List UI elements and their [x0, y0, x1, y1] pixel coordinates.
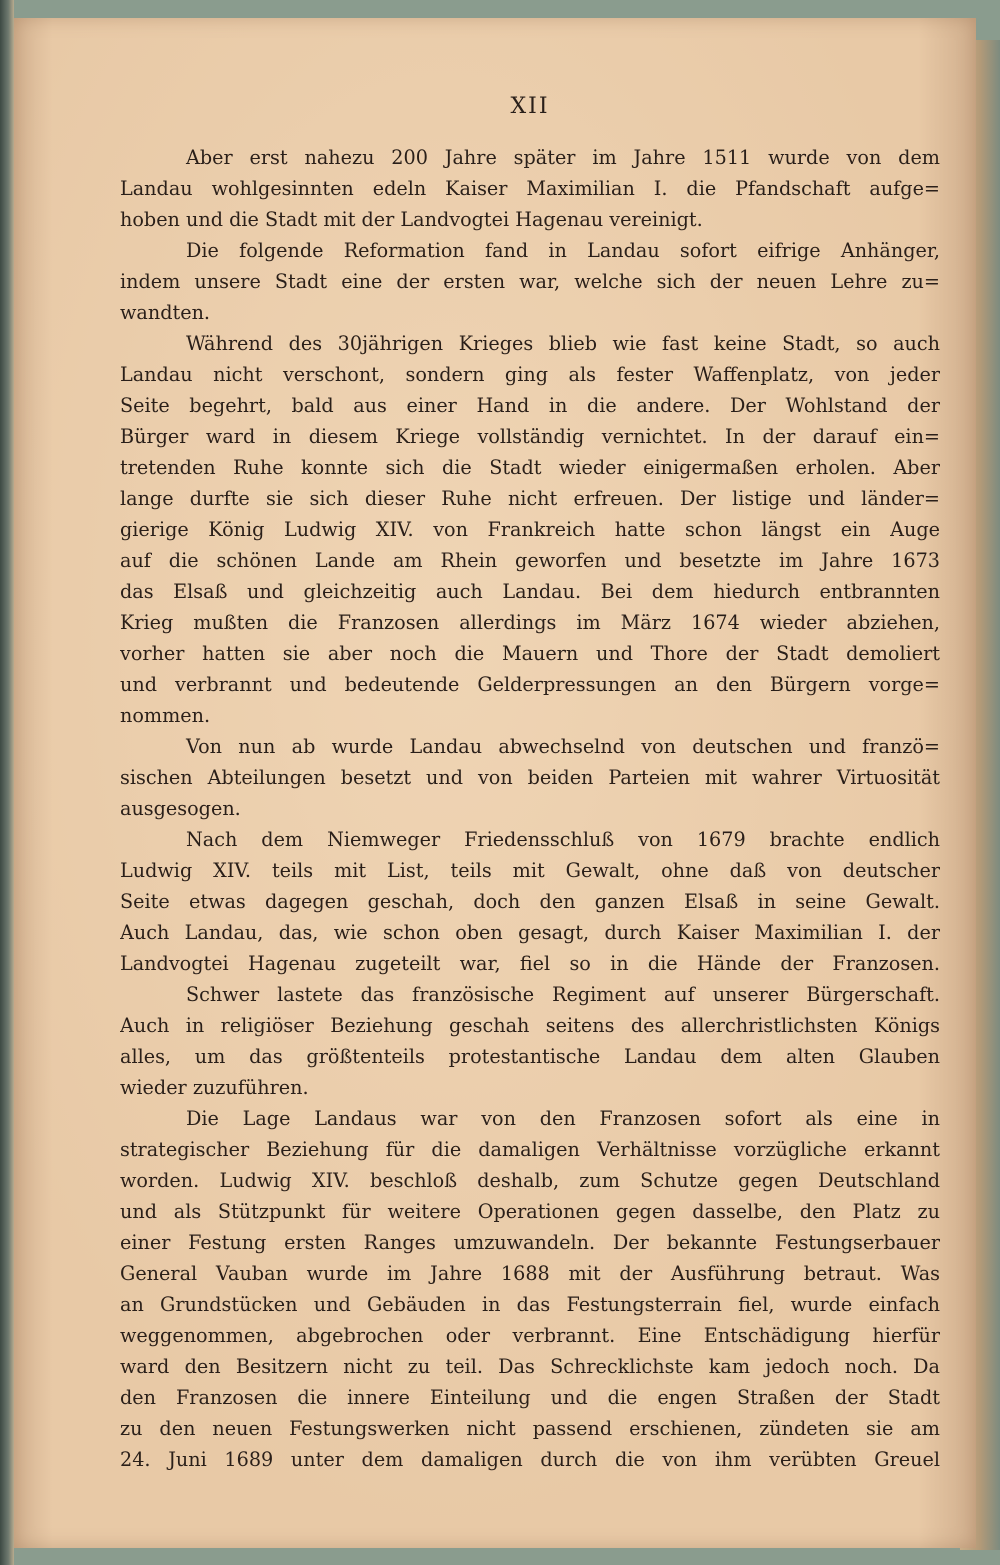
text-line: Von nun ab wurde Landau abwechselnd von deutschen und franzö= [186, 735, 940, 758]
text-line: und als Stützpunkt für weitere Operationen gegen dasselbe, den Platz zu [120, 1200, 940, 1223]
text-line: Landau nicht verschont, sondern ging als fester Waffenplatz, von jeder [120, 363, 940, 386]
text-line: tretenden Ruhe konnte sich die Stadt wieder einigermaßen erholen. Aber [120, 456, 940, 479]
text-line: Schwer lastete das französische Regiment auf unserer Bürgerschaft. [186, 983, 940, 1006]
text-line: Seite begehrt, bald aus einer Hand in die andere. Der Wohlstand der [120, 394, 940, 417]
text-line: Ludwig XIV. teils mit List, teils mit Gewalt, ohne daß von deutscher [120, 859, 940, 882]
text-line: Nach dem Niemweger Friedensschluß von 1679 brachte endlich [186, 828, 940, 851]
book-spine [0, 0, 14, 1565]
text-line: lange durfte sie sich dieser Ruhe nicht erfreuen. Der listige und länder= [120, 487, 940, 510]
text-line: den Franzosen die innere Einteilung und die engen Straßen der Stadt [120, 1386, 940, 1409]
text-line: vorher hatten sie aber noch die Mauern und Thore der Stadt demoliert [120, 642, 940, 665]
text-line: einer Festung ersten Ranges umzuwandeln. Der bekannte Festungserbauer [120, 1231, 940, 1254]
text-line: Die folgende Reformation fand in Landau sofort eifrige Anhänger, [186, 239, 940, 262]
text-line: General Vauban wurde im Jahre 1688 mit der Ausführung betraut. Was [120, 1262, 940, 1285]
text-line: Die Lage Landaus war von den Franzosen sofort als eine in [186, 1107, 940, 1130]
text-line: Krieg mußten die Franzosen allerdings im März 1674 wieder abziehen, [120, 611, 940, 634]
text-line: zu den neuen Festungswerken nicht passend erschienen, zündeten sie am [120, 1417, 940, 1440]
text-line: Aber erst nahezu 200 Jahre später im Jahre 1511 wurde von dem [186, 146, 940, 169]
text-line: Landau wohlgesinnten edeln Kaiser Maximilian I. die Pfandschaft aufge= [120, 177, 940, 200]
text-line: ausgesogen. [120, 797, 241, 820]
text-line: Während des 30jährigen Krieges blieb wie fast keine Stadt, so auch [186, 332, 940, 355]
text-line: Seite etwas dagegen geschah, doch den ganzen Elsaß in seine Gewalt. [120, 890, 940, 913]
page-text [120, 142, 940, 1475]
text-line: nommen. [120, 704, 211, 727]
text-line: weggenommen, abgebrochen oder verbrannt. Eine Entschädigung hierfür [120, 1324, 940, 1347]
text-line: wieder zuzuführen. [120, 1076, 309, 1099]
text-line: ward den Besitzern nicht zu teil. Das Schrecklichste kam jedoch noch. Da [120, 1355, 940, 1378]
text-line: und verbrannt und bedeutende Gelderpressungen an den Bürgern vorge= [120, 673, 940, 696]
text-line: Landvogtei Hagenau zugeteilt war, fiel so in die Hände der Franzosen. [120, 952, 940, 975]
text-line: worden. Ludwig XIV. beschloß deshalb, zum Schutze gegen Deutschland [120, 1169, 940, 1192]
text-line: Auch in religiöser Beziehung geschah seitens des allerchristlichsten Königs [120, 1014, 940, 1037]
text-line: sischen Abteilungen besetzt und von beiden Parteien mit wahrer Virtuosität [120, 766, 940, 789]
text-line: indem unsere Stadt eine der ersten war, welche sich der neuen Lehre zu= [120, 270, 940, 293]
text-line: strategischer Beziehung für die damaligen Verhältnisse vorzügliche erkannt [120, 1138, 940, 1161]
page-number: XII [510, 94, 550, 119]
text-line: das Elsaß und gleichzeitig auch Landau. Bei dem hiedurch entbrannten [120, 580, 940, 603]
text-line: 24. Juni 1689 unter dem damaligen durch die von ihm verübten Greuel [120, 1448, 940, 1471]
text-line: wandten. [120, 301, 211, 324]
text-line: an Grundstücken und Gebäuden in das Festungsterrain fiel, wurde einfach [120, 1293, 940, 1316]
text-line: gierige König Ludwig XIV. von Frankreich hatte schon längst ein Auge [120, 518, 940, 541]
text-line: auf die schönen Lande am Rhein geworfen und besetzte im Jahre 1673 [120, 549, 940, 572]
text-line: alles, um das größtenteils protestantische Landau dem alten Glauben [120, 1045, 940, 1068]
text-line: hoben und die Stadt mit der Landvogtei Hagenau vereinigt. [120, 208, 703, 231]
text-line: Bürger ward in diesem Kriege vollständig vernichtet. In der darauf ein= [120, 425, 940, 448]
text-line: Auch Landau, das, wie schon oben gesagt, durch Kaiser Maximilian I. der [120, 921, 940, 944]
